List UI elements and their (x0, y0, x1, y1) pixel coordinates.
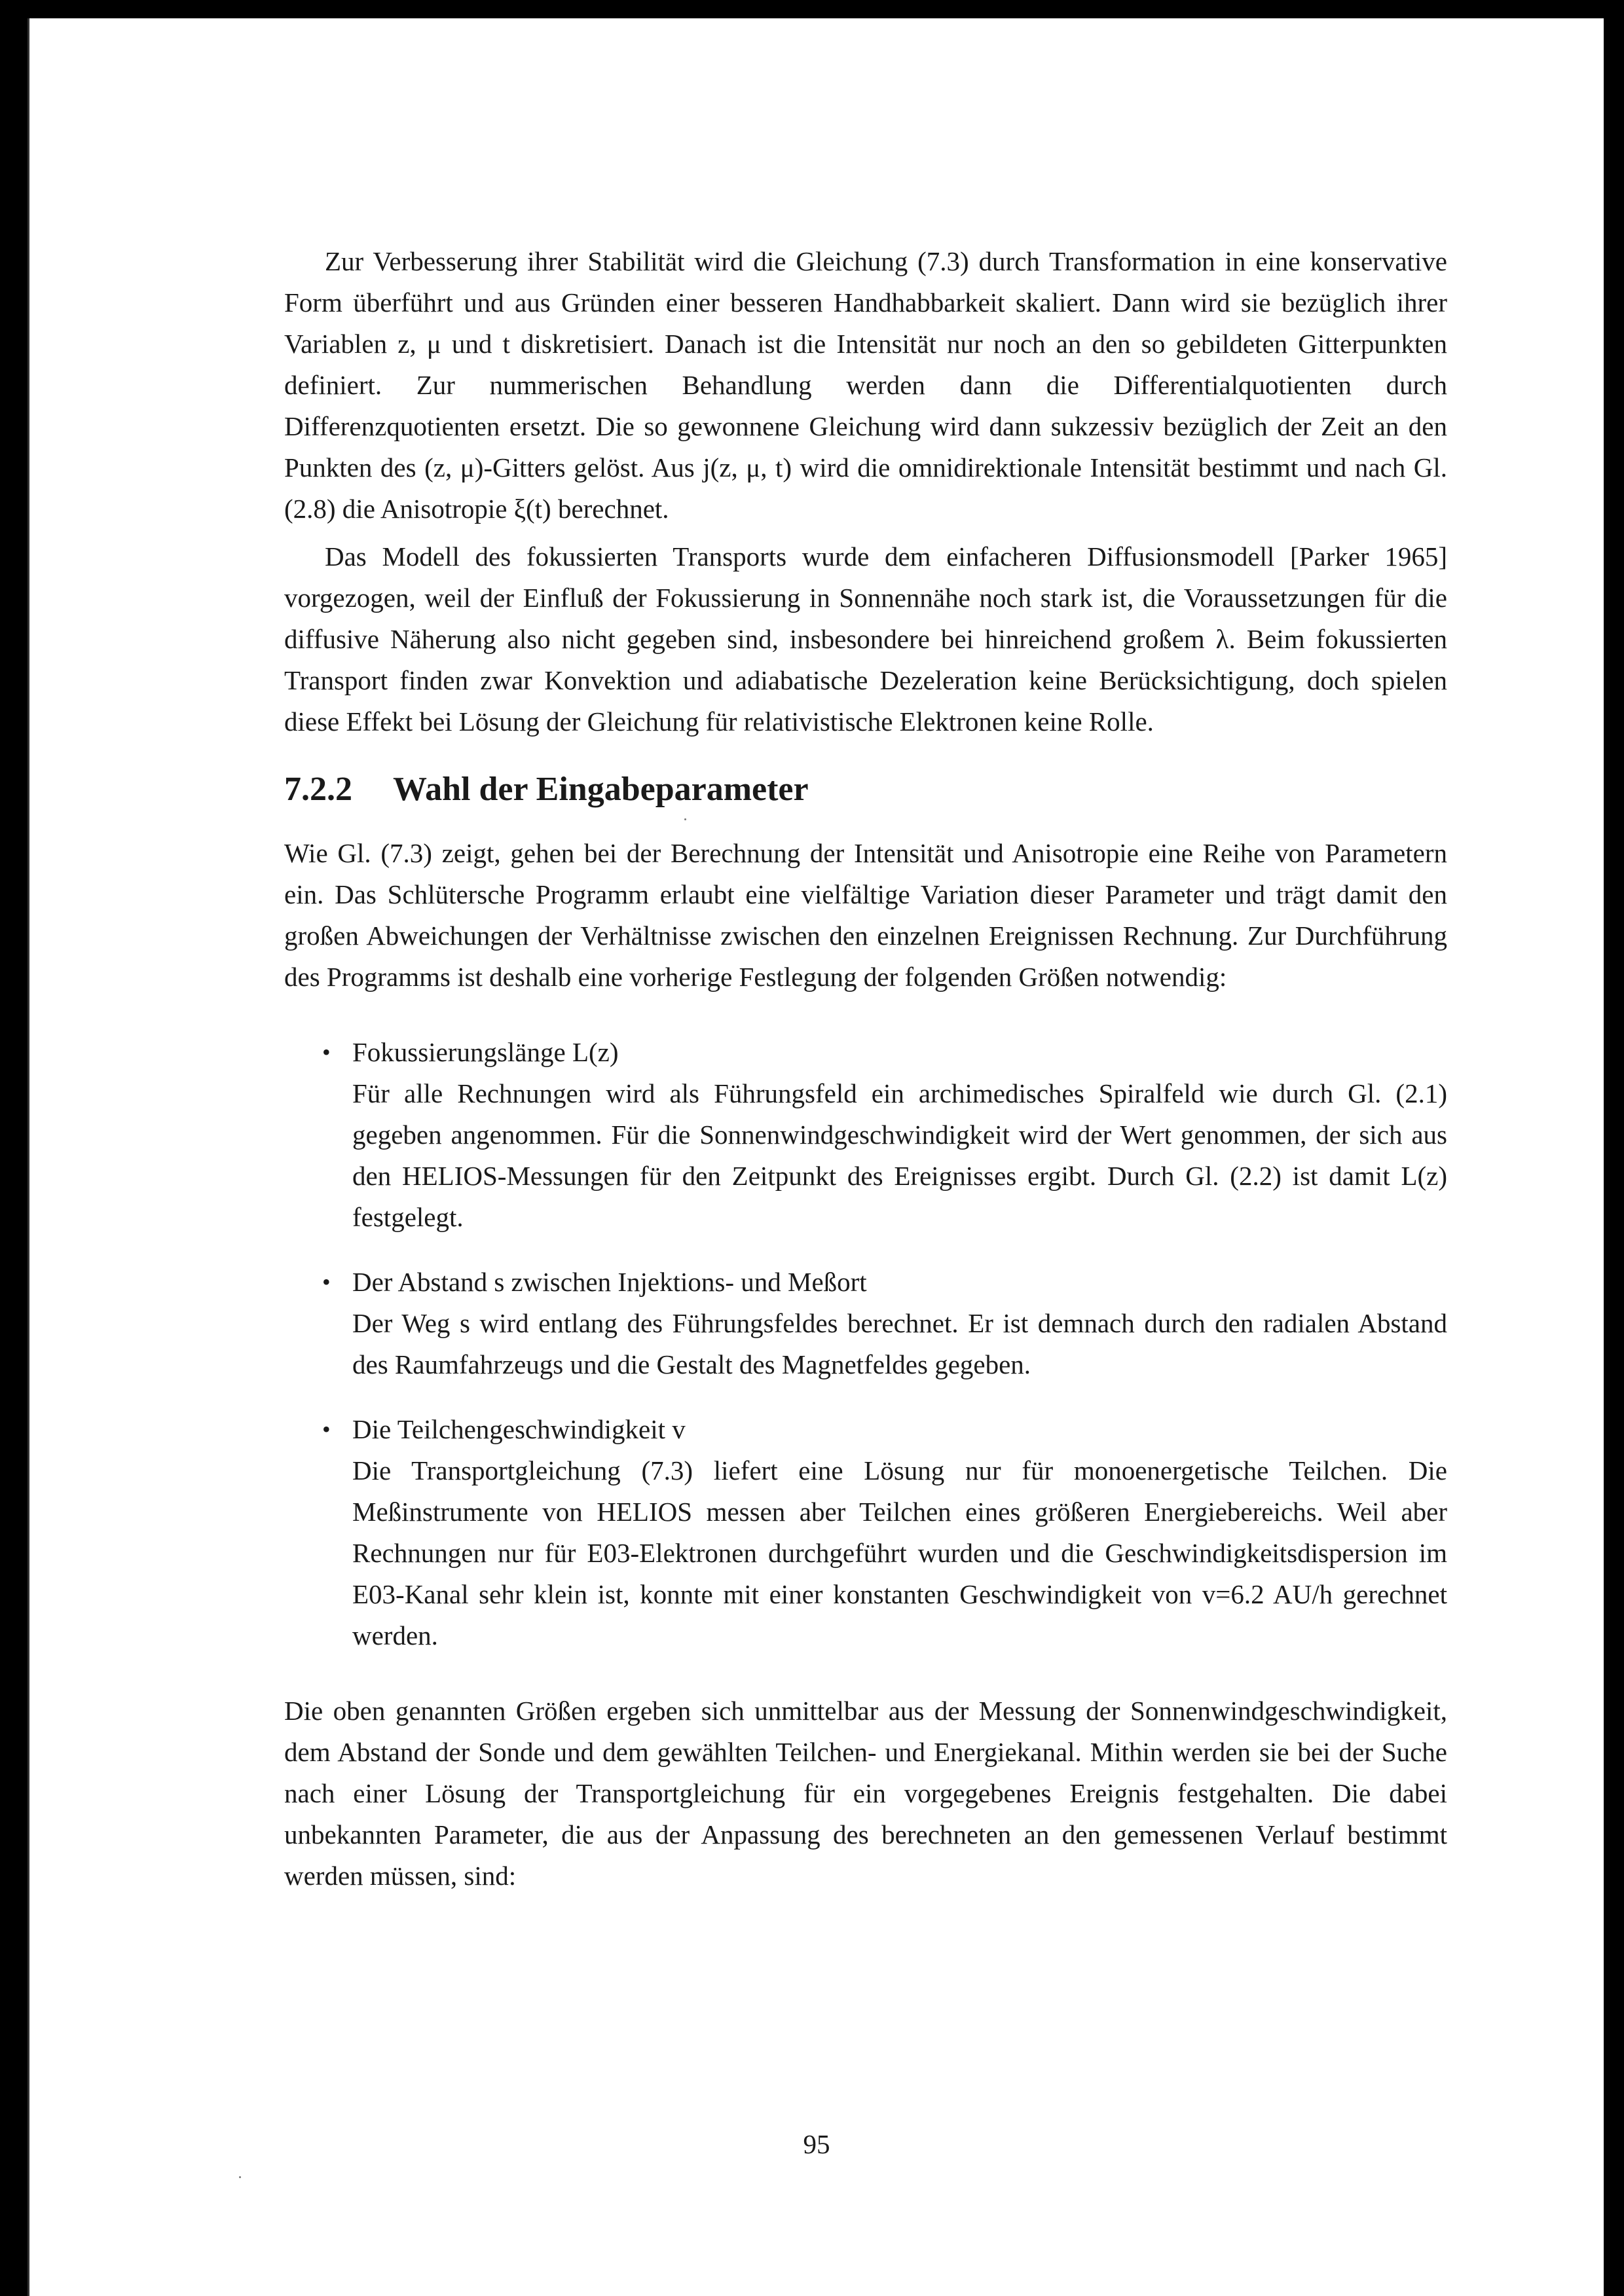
paragraph-intro: Wie Gl. (7.3) zeigt, gehen bei der Berechnung der Intensität und Anisotropie eine Reihe von Parametern ein. Das Schlütersche Programm erlaubt eine vielfältige Variation dieser Parameter und trägt damit den großen Abweichungen der Verhältnisse zwischen den einzelnen Ereignissen Rechnung. Zur Durchführung des Programms ist deshalb eine vorherige Festlegung der folgenden Größen notwendig: (284, 838, 1447, 992)
paragraph-transport-model: Das Modell des fokussierten Transports wurde dem einfacheren Diffusionsmodell [Parker 1965] vorgezogen, weil der Einfluß der Fokussierung in Sonnennähe noch stark ist, die Voraussetzungen für die diffusive Näherung also nicht gegeben sind, insbesondere bei hinreichend großem λ. Beim fokussierten Transport finden zwar Konvektion und adiabatische Dezeleration keine Berücksichtigung, doch spielen diese Effekt bei Lösung der Gleichung für relativistische Elektronen keine Rolle. (284, 541, 1447, 737)
page-number: 95 (803, 2129, 830, 2159)
bullet-icon: • (322, 1039, 331, 1065)
section-number: 7.2.2 (284, 771, 352, 808)
scan-speck (239, 2176, 241, 2178)
list-item (322, 1262, 1447, 1385)
list-item-title: Die Teilchengeschwindigkeit v (352, 1414, 686, 1444)
parameter-list (284, 1032, 1447, 1656)
list-item-title: Fokussierungslänge L(z) (352, 1037, 619, 1067)
bullet-icon: • (322, 1416, 331, 1442)
list-item-body: Die Transportgleichung (7.3) liefert eine Lösung nur für monoenergetische Teilchen. Die Meßinstrumente von HELIOS messen aber Teilchen eines größeren Energiebereichs. Weil aber Rechnungen nur für E03-Elektronen durchgeführt wurden und die Geschwindigkeitsdispersion im E03-Kanal sehr klein ist, konnte mit einer konstanten Geschwindigkeit von v=6.2 AU/h gerechnet werden. (352, 1455, 1447, 1650)
section-heading (284, 769, 1447, 811)
scan-speck (684, 818, 686, 820)
document-page (28, 18, 1604, 2296)
list-item (322, 1032, 1447, 1238)
list-item-body: Der Weg s wird entlang des Führungsfeldes berechnet. Er ist demnach durch den radialen Abstand des Raumfahrzeugs und die Gestalt des Magnetfeldes gegeben. (352, 1308, 1447, 1379)
section-title: Wahl der Eingabeparameter (393, 771, 809, 808)
list-item (322, 1409, 1447, 1656)
bullet-icon: • (322, 1269, 331, 1295)
page-body (284, 241, 1447, 1897)
list-item-title: Der Abstand s zwischen Injektions- und Meßort (352, 1267, 867, 1297)
list-item-body: Für alle Rechnungen wird als Führungsfeld ein archimedisches Spiralfeld wie durch Gl. (2.1) gegeben angenommen. Für die Sonnenwindgeschwindigkeit wird der Wert genommen, der sich aus den HELIOS-Messungen für den Zeitpunkt des Ereignisses ergibt. Durch Gl. (2.2) ist damit L(z) festgelegt. (352, 1078, 1447, 1232)
paragraph-stability: Zur Verbesserung ihrer Stabilität wird die Gleichung (7.3) durch Transformation in eine konservative Form überführt und aus Gründen einer besseren Handhabbarkeit skaliert. Dann wird sie bezüglich ihrer Variablen z, μ und t diskretisiert. Danach ist die Intensität nur noch an den so gebildeten Gitterpunkten definiert. Zur nummerischen Behandlung werden dann die Differentialquotienten durch Differenzquotienten ersetzt. Die so gewonnene Gleichung wird dann sukzessiv bezüglich der Zeit an den Punkten des (z, μ)-Gitters gelöst. Aus j(z, μ, t) wird die omnidirektionale Intensität bestimmt und nach Gl.(2.8) die Anisotropie ξ(t) berechnet. (284, 246, 1447, 524)
paragraph-closing: Die oben genannten Größen ergeben sich unmittelbar aus der Messung der Sonnenwindgeschwindigkeit, dem Abstand der Sonde und dem gewählten Teilchen- und Energiekanal. Mithin werden sie bei der Suche nach einer Lösung der Transportgleichung für ein vorgegebenes Ereignis festgehalten. Die dabei unbekannten Parameter, die aus der Anpassung des berechneten an den gemessenen Verlauf bestimmt werden müssen, sind: (284, 1696, 1447, 1891)
